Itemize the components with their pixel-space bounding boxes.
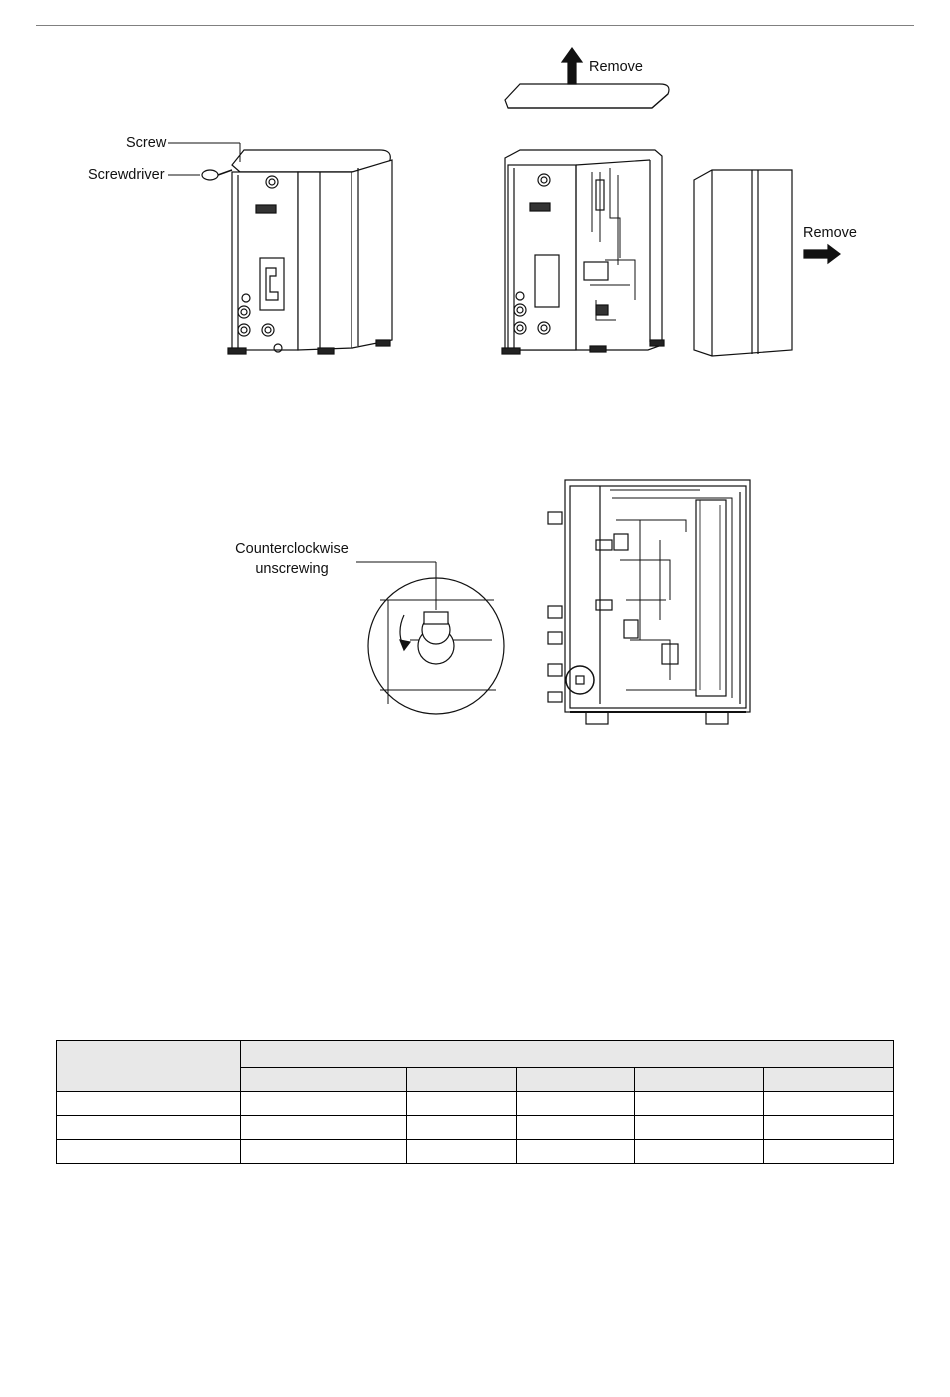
table-cell — [764, 1092, 894, 1116]
table-cell — [57, 1092, 241, 1116]
table-cell — [241, 1092, 407, 1116]
table-subheader — [517, 1068, 635, 1092]
table-cell — [764, 1116, 894, 1140]
table-cell — [764, 1140, 894, 1164]
table-subheader — [635, 1068, 764, 1092]
table-row — [57, 1140, 894, 1164]
counterclockwise-label: Counterclockwise — [235, 541, 349, 557]
table-row — [57, 1092, 894, 1116]
table-cell — [241, 1140, 407, 1164]
table-cell — [407, 1140, 517, 1164]
screw-label: Screw — [126, 135, 167, 151]
screwdriver-label: Screwdriver — [88, 167, 165, 183]
table-header-left — [57, 1041, 241, 1092]
table-subheader — [764, 1068, 894, 1092]
table-cell — [407, 1092, 517, 1116]
remove-top-label: Remove — [589, 59, 643, 75]
remove-side-label: Remove — [803, 225, 857, 241]
table-row — [57, 1116, 894, 1140]
table-cell — [517, 1092, 635, 1116]
table-cell — [57, 1116, 241, 1140]
table-header-span — [241, 1041, 894, 1068]
table-cell — [635, 1140, 764, 1164]
table-cell — [635, 1116, 764, 1140]
table-subheader — [407, 1068, 517, 1092]
spec-table — [56, 1040, 894, 1164]
table-cell — [635, 1092, 764, 1116]
table-cell — [57, 1140, 241, 1164]
table-cell — [407, 1116, 517, 1140]
table-subheader — [241, 1068, 407, 1092]
table-cell — [241, 1116, 407, 1140]
table-cell — [517, 1116, 635, 1140]
unscrewing-label: unscrewing — [255, 561, 329, 577]
table-cell — [517, 1140, 635, 1164]
